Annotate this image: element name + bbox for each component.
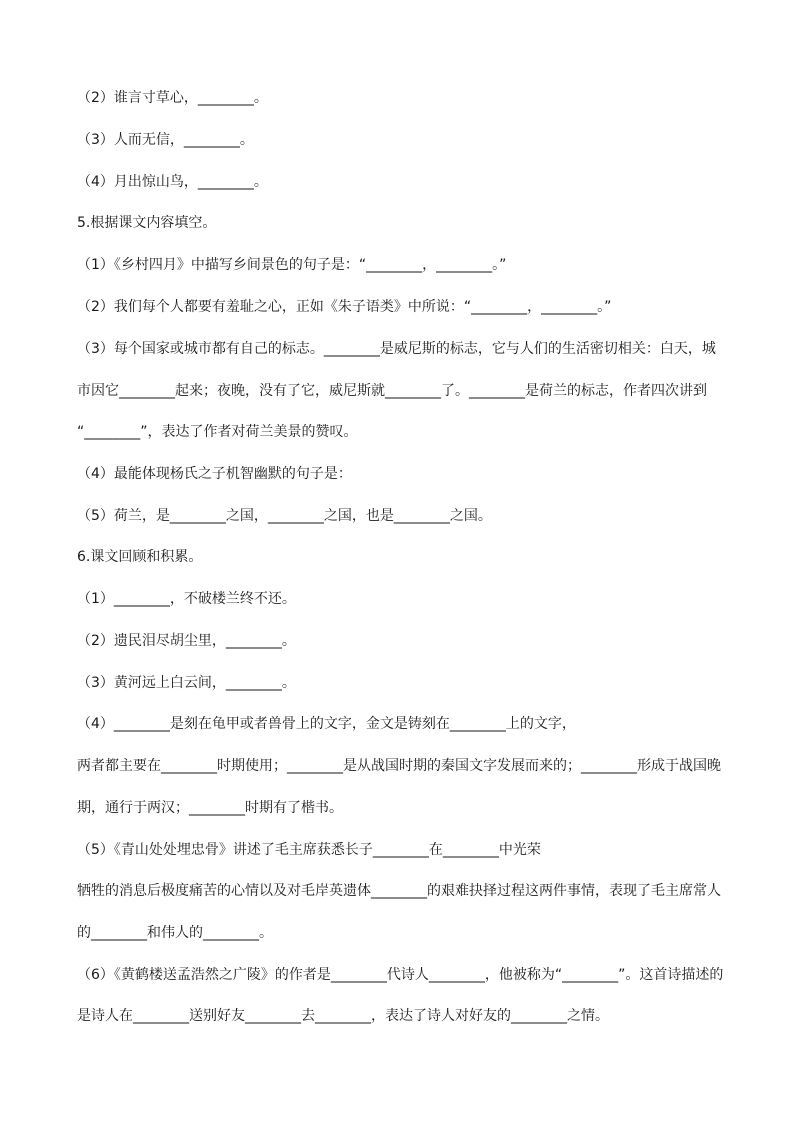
question-6-1: （1）________，不破楼兰终不还。 — [77, 591, 296, 607]
question-6-3: （3）黄河远上白云间，________。 — [77, 675, 296, 691]
question-5-1: （1）《乡村四月》中描写乡间景色的句子是：“________，________。” — [77, 257, 507, 273]
question-5-3-line-3: “________”，表达了作者对荷兰美景的赞叹。 — [77, 424, 358, 440]
question-6-4-line-1: （4）________是刻在龟甲或者兽骨上的文字，金文是铸刻在________上的文字， — [77, 716, 576, 732]
question-4-4: （4）月出惊山鸟，________。 — [77, 174, 268, 190]
question-6-6-line-2: 是诗人在________送别好友________去________，表达了诗人对好友的________之情。 — [77, 1008, 609, 1024]
question-6-2: （2）遗民泪尽胡尘里，________。 — [77, 633, 296, 649]
question-6-5-line-2: 牺牲的消息后极度痛苦的心情以及对毛岸英遗体________的艰难抉择过程这两件事情，表现了毛主席常人 — [77, 883, 721, 899]
question-5-2: （2）我们每个人都要有羞耻之心，正如《朱子语类》中所说：“________，________。” — [77, 299, 612, 315]
question-5-4: （4）最能体现杨氏之子机智幽默的句子是： — [77, 466, 352, 482]
section-5-heading: 5.根据课文内容填空。 — [77, 215, 217, 231]
question-5-5: （5）荷兰，是________之国，________之国，也是________之国。 — [77, 508, 492, 524]
question-5-3-line-1: （3）每个国家或城市都有自己的标志。________是威尼斯的标志，它与人们的生活密切相关：白天，城 — [77, 341, 716, 357]
question-4-2: （2）谁言寸草心，________。 — [77, 90, 268, 106]
question-6-5-line-1: （5）《青山处处埋忠骨》讲述了毛主席获悉长子________在________中光荣 — [77, 842, 541, 858]
question-6-4-line-3: 期，通行于两汉；________时期有了楷书。 — [77, 800, 343, 816]
question-6-5-line-3: 的________和伟人的________。 — [77, 925, 273, 941]
question-6-6-line-1: （6）《黄鹤楼送孟浩然之广陵》的作者是________代诗人________，他被称为“________”。这首诗描述的 — [77, 967, 724, 983]
question-6-4-line-2: 两者都主要在________时期使用；________是从战国时期的秦国文字发展而来的；________形成于战国晚 — [77, 758, 721, 774]
question-5-3-line-2: 市因它________起来；夜晚，没有了它，威尼斯就________了。________是荷兰的标志，作者四次讲到 — [77, 383, 707, 399]
section-6-heading: 6.课文回顾和积累。 — [77, 549, 203, 565]
question-4-3: （3）人而无信，________。 — [77, 132, 254, 148]
